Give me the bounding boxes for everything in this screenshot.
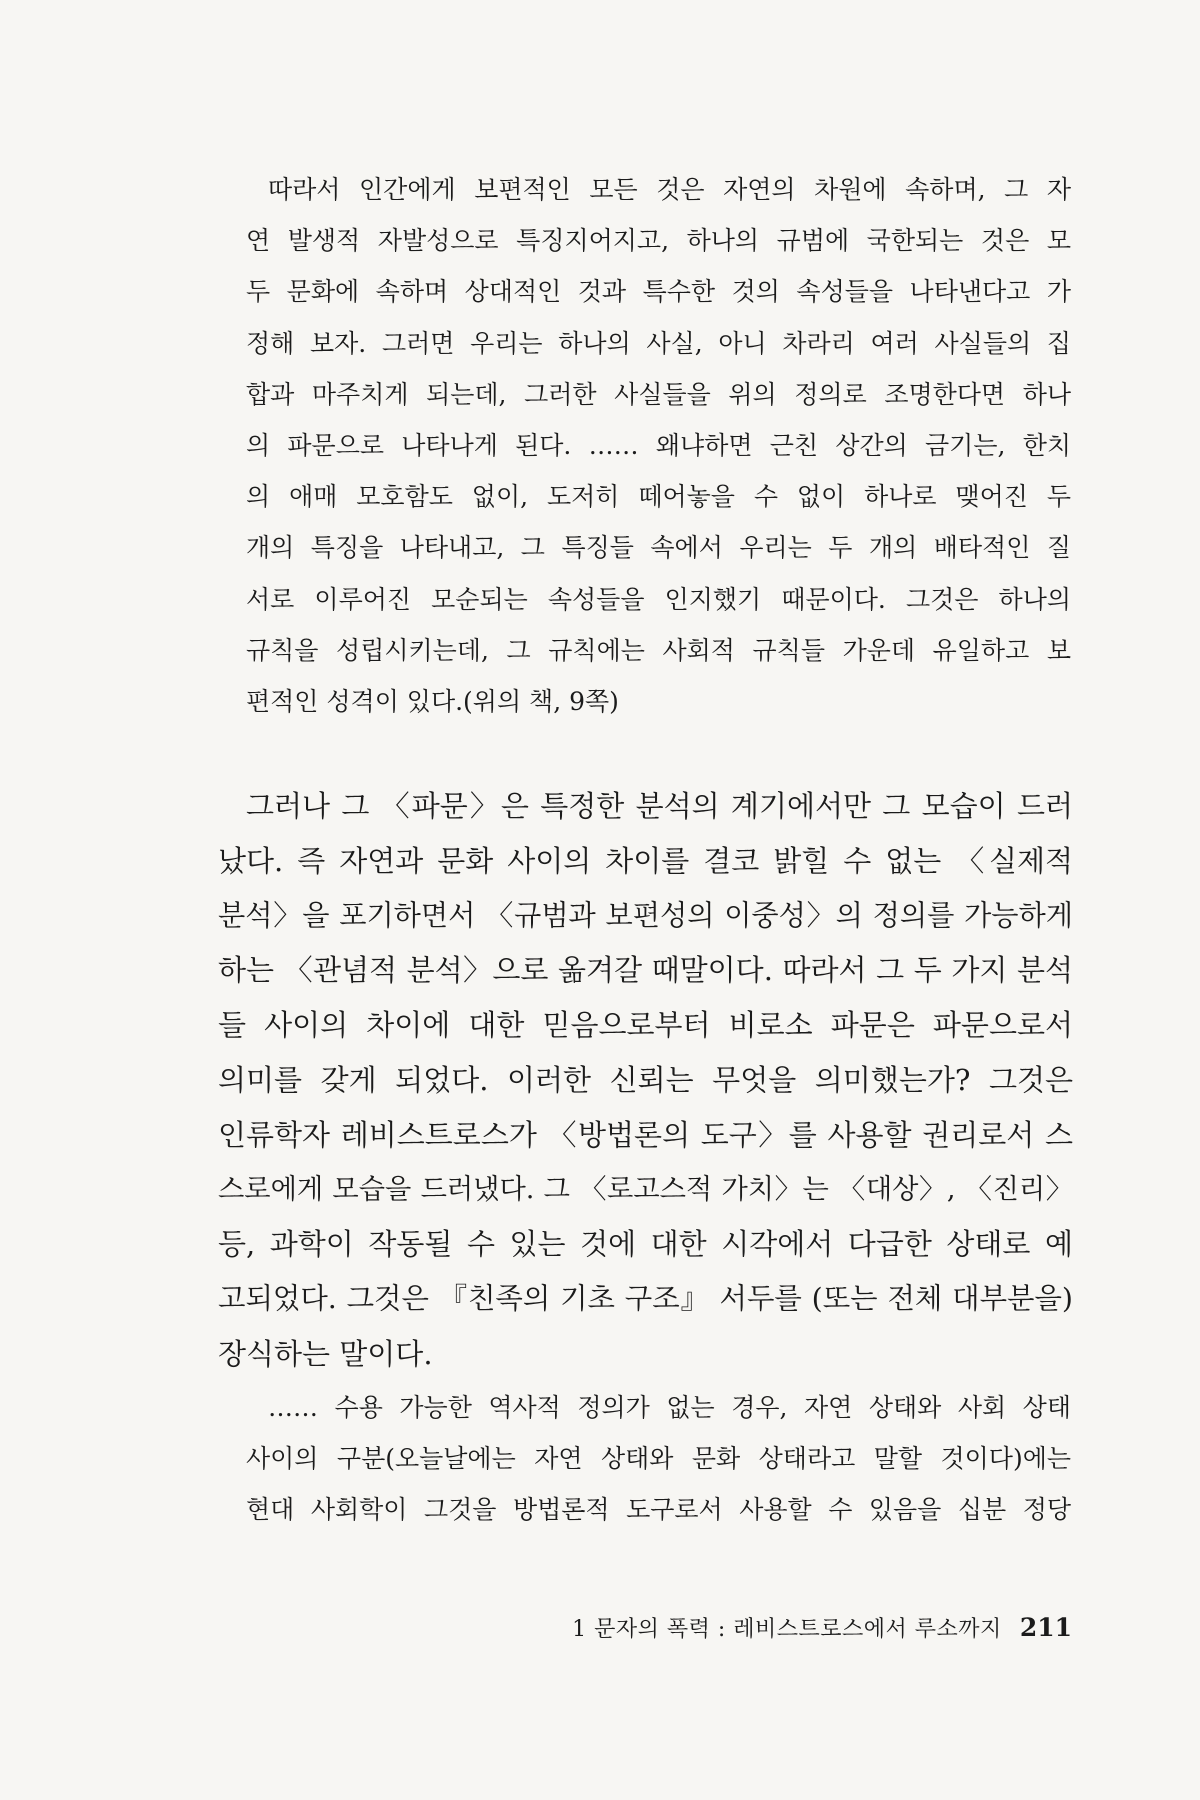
quote-line: 의 파문으로 나타나게 된다. …… 왜냐하면 근친 상간의 금기는, 한치 — [246, 431, 1071, 461]
quote-line: …… 수용 가능한 역사적 정의가 없는 경우, 자연 상태와 사회 상태 — [268, 1393, 1071, 1422]
page-number: 211 — [1019, 1613, 1072, 1642]
quote-line: 사이의 구분(오늘날에는 자연 상태와 문화 상태라고 말할 것이다)에는 — [246, 1444, 1071, 1474]
body-line: 인류학자 레비스트로스가 〈방법론의 도구〉를 사용할 권리로서 스 — [218, 1117, 1073, 1152]
body-line: 스로에게 모습을 드러냈다. 그 〈로고스적 가치〉는 〈대상〉, 〈진리〉 — [218, 1173, 1073, 1205]
page-footer — [500, 1612, 1072, 1652]
body-line: 의미를 갖게 되었다. 이러한 신뢰는 무엇을 의미했는가? 그것은 — [218, 1062, 1073, 1097]
quote-line: 규칙을 성립시키는데, 그 규칙에는 사회적 규칙들 가운데 유일하고 보 — [246, 635, 1071, 665]
quote-line: 개의 특징을 나타내고, 그 특징들 속에서 우리는 두 개의 배타적인 질 — [246, 533, 1071, 563]
quote-line: 연 발생적 자발성으로 특징지어지고, 하나의 규범에 국한되는 것은 모 — [246, 226, 1071, 256]
block-quote-2 — [246, 1382, 1071, 1536]
block-quote-1 — [246, 164, 1071, 727]
body-line: 등, 과학이 작동될 수 있는 것에 대한 시각에서 다급한 상태로 예 — [218, 1227, 1073, 1262]
body-line: 장식하는 말이다. — [218, 1336, 433, 1371]
body-line: 고되었다. 그것은 『친족의 기초 구조』 서두를 (또는 전체 대부분을) — [218, 1282, 1073, 1316]
quote-line: 현대 사회학이 그것을 방법론적 도구로서 사용할 수 있음을 십분 정당 — [246, 1495, 1071, 1525]
quote-line: 따라서 인간에게 보편적인 모든 것은 자연의 차원에 속하며, 그 자 — [268, 175, 1071, 204]
quote-line: 의 애매 모호함도 없이, 도저히 떼어놓을 수 없이 하나로 맺어진 두 — [246, 482, 1071, 512]
body-line: 들 사이의 차이에 대한 믿음으로부터 비로소 파문은 파문으로서 — [218, 1008, 1073, 1043]
quote-line: 정해 보자. 그러면 우리는 하나의 사실, 아니 차라리 여러 사실들의 집 — [246, 328, 1071, 358]
body-paragraph — [218, 779, 1073, 1382]
body-line: 분석〉을 포기하면서 〈규범과 보편성의 이중성〉의 정의를 가능하게 — [218, 898, 1073, 932]
quote-line: 서로 이루어진 모순되는 속성들을 인지했기 때문이다. 그것은 하나의 — [246, 584, 1071, 614]
body-line: 났다. 즉 자연과 문화 사이의 차이를 결코 밝힐 수 없는 〈실제적 — [218, 843, 1073, 878]
quote-line: 두 문화에 속하며 상대적인 것과 특수한 것의 속성들을 나타낸다고 가 — [246, 277, 1071, 307]
body-line: 하는 〈관념적 분석〉으로 옮겨갈 때말이다. 따라서 그 두 가지 분석 — [218, 953, 1073, 988]
body-line: 그러나 그 〈파문〉은 특정한 분석의 계기에서만 그 모습이 드러 — [246, 789, 1073, 823]
quote-line: 합과 마주치게 되는데, 그러한 사실들을 위의 정의로 조명한다면 하나 — [246, 379, 1071, 409]
running-head: 1 문자의 폭력 : 레비스트로스에서 루소까지 — [572, 1617, 1002, 1642]
quote-line: 편적인 성격이 있다.(위의 책, 9쪽) — [246, 687, 619, 717]
